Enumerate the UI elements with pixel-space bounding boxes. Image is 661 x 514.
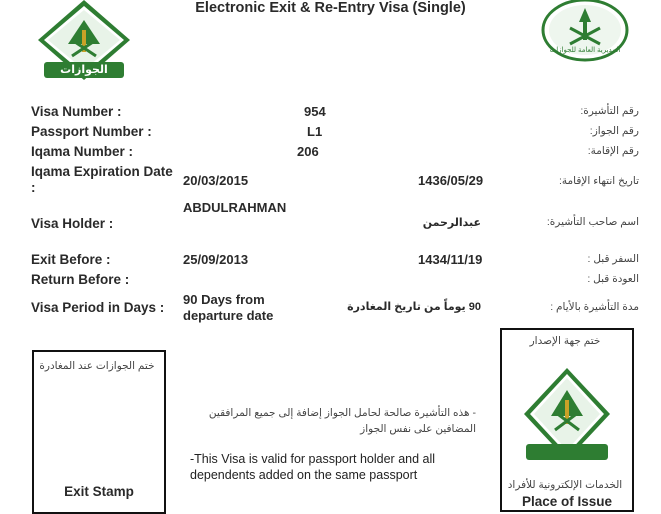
visa-period-value-ar: 90 يوماً من تاريخ المغادرة <box>347 301 481 313</box>
passport-number-arabic: رقم الجواز: <box>589 125 639 137</box>
issuer-arabic-title: ختم جهة الإصدار <box>529 335 601 347</box>
iqama-expiration-colon: : <box>31 180 36 195</box>
exit-before-arabic: السفر قبل : <box>587 253 639 265</box>
iqama-number-arabic: رقم الإقامة: <box>587 145 639 157</box>
iqama-expiration-hijri: 1436/05/29 <box>418 173 484 188</box>
exit-before-gregorian: 25/09/2013 <box>183 252 249 267</box>
note-english-line1: -This Visa is valid for passport holder and all <box>190 452 436 466</box>
issuer-jawazat-logo-icon <box>522 364 612 472</box>
note-arabic-line1: - هذه التأشيرة صالحة لحامل الجواز إضافة إلى جميع المرافقين <box>208 407 476 419</box>
iqama-expiration-arabic: تاريخ انتهاء الإقامة: <box>558 175 639 187</box>
note-english-line2: dependents added on the same passport <box>190 468 418 482</box>
return-before-arabic: العودة قبل : <box>587 273 639 285</box>
exit-stamp-arabic-title: ختم الجوازات عند المغادرة <box>39 360 155 372</box>
document-title: Electronic Exit & Re-Entry Visa (Single) <box>195 0 466 16</box>
visa-holder-arabic: اسم صاحب التأشيرة: <box>546 216 639 228</box>
exit-stamp-box <box>32 350 166 514</box>
place-of-issue-label: Place of Issue <box>521 494 613 509</box>
passport-number-label: Passport Number : <box>31 124 152 139</box>
note-arabic-line2: المضافين على نفس الجواز <box>360 423 476 435</box>
visa-period-value-line1: 90 Days from <box>183 292 265 307</box>
iqama-expiration-label: Iqama Expiration Date <box>31 164 173 179</box>
iqama-number-label: Iqama Number : <box>31 144 134 159</box>
visa-period-label: Visa Period in Days : <box>31 300 165 315</box>
visa-holder-label: Visa Holder : <box>31 216 114 231</box>
directorate-emblem <box>540 0 630 64</box>
emblem-text: المديرية العامة للجوازات <box>549 47 621 54</box>
visa-number-value: 954 <box>304 104 326 119</box>
visa-holder-name-ar: عبدالرحمن <box>422 217 481 229</box>
visa-number-label: Visa Number : <box>31 104 122 119</box>
exit-stamp-label: Exit Stamp <box>64 484 134 499</box>
passport-number-value: L1 <box>307 124 323 139</box>
issuer-stamp-box <box>500 328 634 512</box>
issuer-arabic-footer: الخدمات الإلكترونية للأفراد <box>507 479 623 491</box>
iqama-expiration-gregorian: 20/03/2015 <box>183 173 249 188</box>
visa-period-value-line2: departure date <box>183 308 274 323</box>
jawazat-logo-text: الجوازات <box>60 64 108 76</box>
exit-before-hijri: 1434/11/19 <box>418 252 483 267</box>
iqama-number-value: 206 <box>297 144 319 159</box>
visa-period-arabic: مدة التأشيرة بالأيام : <box>550 301 639 313</box>
exit-before-label: Exit Before : <box>31 252 111 267</box>
return-before-label: Return Before : <box>31 272 130 287</box>
visa-holder-name-en: ABDULRAHMAN <box>183 200 287 215</box>
visa-number-arabic: رقم التأشيرة: <box>580 105 639 117</box>
